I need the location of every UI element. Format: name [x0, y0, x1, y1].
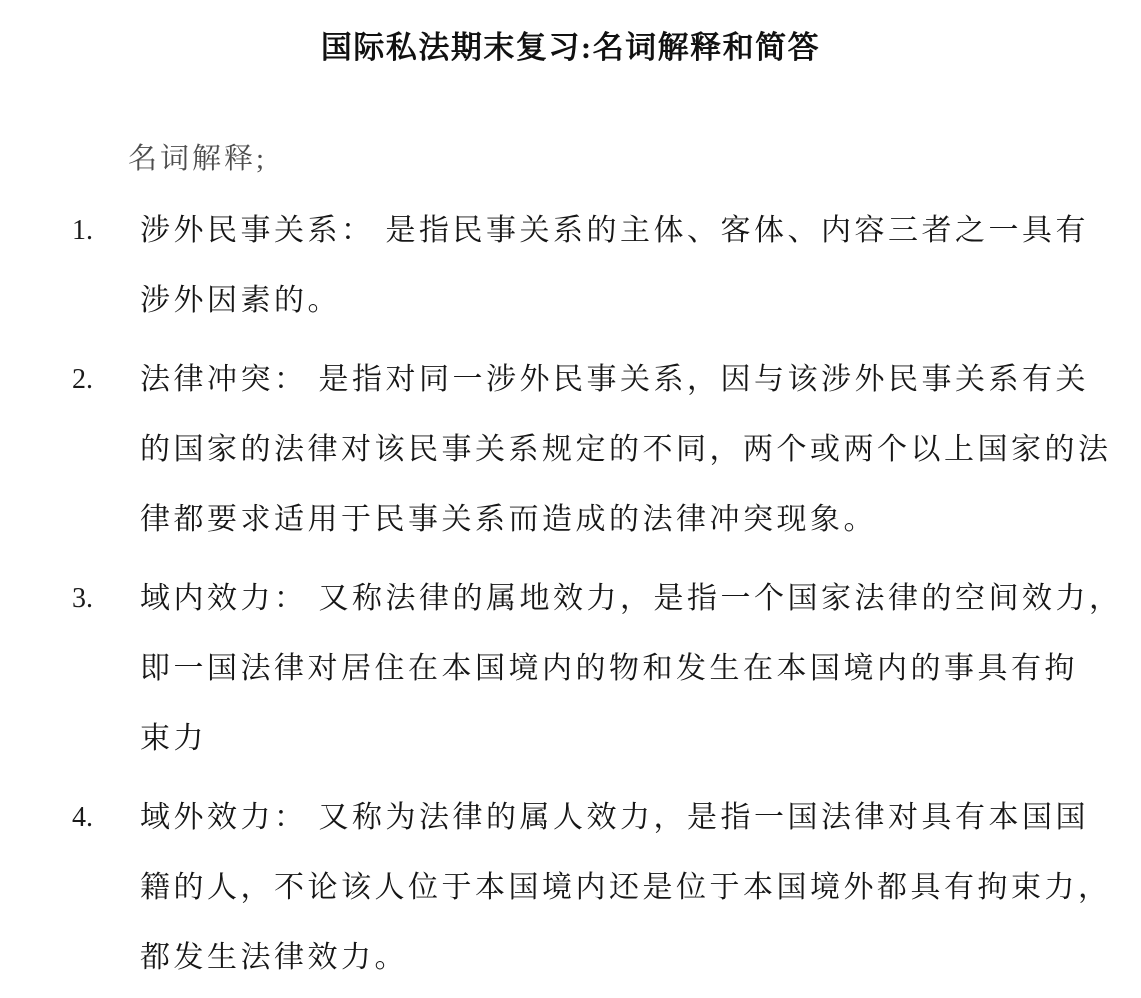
definition-item-2	[0, 345, 1141, 555]
definition-line: 涉外民事关系： 是指民事关系的主体、客体、内容三者之一具有	[140, 214, 1089, 247]
definition-list	[0, 196, 1141, 993]
definition-line: 籍的人，不论该人位于本国境内还是位于本国境外都具有拘束力，	[140, 871, 1112, 904]
item-number: 2.	[72, 364, 93, 395]
definition-line: 即一国法律对居住在本国境内的物和发生在本国境内的事具有拘	[140, 652, 1078, 685]
definition-line: 法律冲突： 是指对同一涉外民事关系，因与该涉外民事关系有关	[140, 363, 1089, 396]
section-label-terms: 名词解释;	[128, 143, 268, 175]
definition-line: 律都要求适用于民事关系而造成的法律冲突现象。	[140, 503, 877, 536]
document-title: 国际私法期末复习:名词解释和简答	[320, 30, 821, 65]
definition-line: 束力	[140, 722, 207, 755]
definition-line: 域内效力： 又称法律的属地效力，是指一个国家法律的空间效力，	[140, 582, 1123, 615]
item-number: 4.	[72, 802, 93, 833]
definition-item-3	[0, 564, 1141, 774]
definition-line: 涉外因素的。	[140, 284, 341, 317]
item-number: 1.	[72, 215, 93, 246]
definition-line: 的国家的法律对该民事关系规定的不同，两个或两个以上国家的法	[140, 433, 1112, 466]
definition-item-1	[0, 196, 1141, 336]
item-number: 3.	[72, 583, 93, 614]
definition-item-4	[0, 783, 1141, 993]
definition-line: 都发生法律效力。	[140, 941, 408, 974]
definition-line: 域外效力： 又称为法律的属人效力，是指一国法律对具有本国国	[140, 801, 1089, 834]
